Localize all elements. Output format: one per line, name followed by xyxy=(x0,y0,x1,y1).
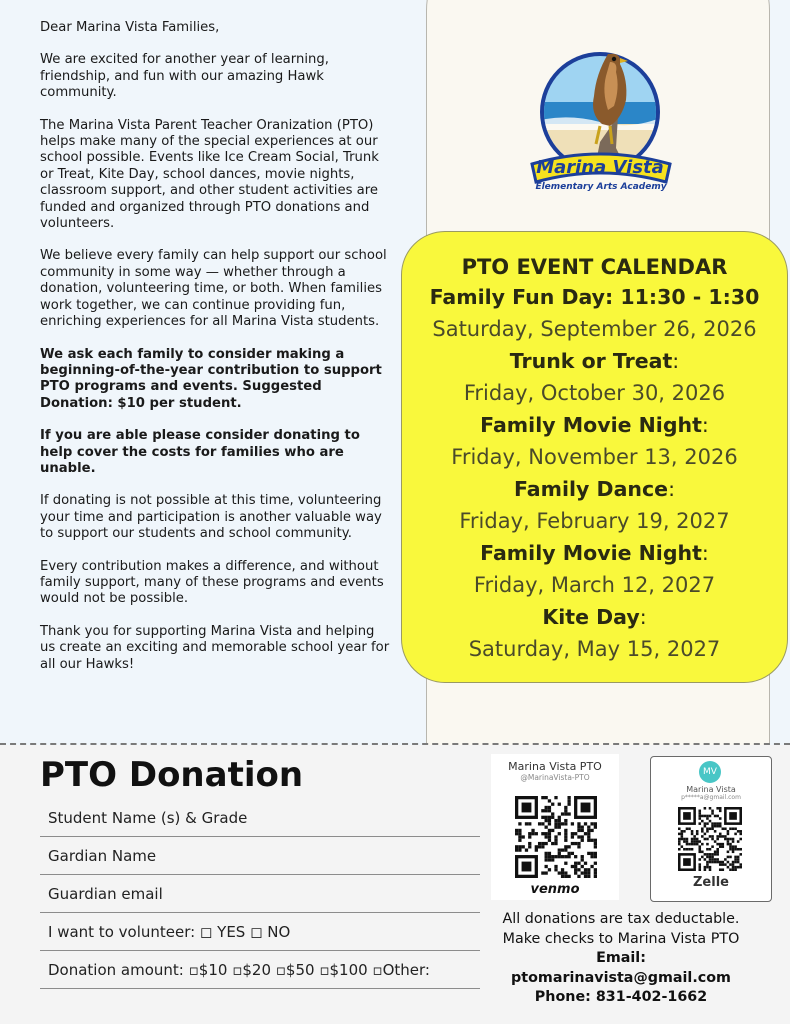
tax-note: All donations are tax deductable. xyxy=(502,911,740,927)
letter-paragraph: We are excited for another year of learning, friendship, and fun with our amazing Hawk community. xyxy=(40,52,329,101)
letter-greeting: Dear Marina Vista Families, xyxy=(40,20,220,35)
letter-closing: Thank you for supporting Marina Vista and helping us create an exciting and memorable school year for all our Hawks! xyxy=(40,623,390,672)
event-date: Saturday, May 15, 2027 xyxy=(468,637,721,661)
event-date: Friday, March 12, 2027 xyxy=(473,573,716,597)
event-name: Family Dance: xyxy=(514,477,675,501)
calendar-title: PTO EVENT CALENDAR xyxy=(461,255,728,279)
calendar-event xyxy=(402,538,787,602)
event-name: Family Movie Night: xyxy=(480,541,709,565)
zelle-card[interactable] xyxy=(650,756,772,902)
email-contact[interactable]: Email: ptomarinavista@gmail.com xyxy=(511,950,731,986)
event-date: Saturday, September 26, 2026 xyxy=(432,317,757,341)
guardian-email-field[interactable]: Guardian email xyxy=(40,876,480,913)
event-name: Family Fun Day: 11:30 - 1:30 xyxy=(429,285,760,309)
guardian-name-field[interactable]: Gardian Name xyxy=(40,838,480,875)
venmo-card[interactable] xyxy=(491,754,619,900)
student-name-field[interactable]: Student Name (s) & Grade xyxy=(40,800,480,837)
calendar-event xyxy=(402,282,787,346)
event-calendar xyxy=(401,231,788,683)
help-others-note: If you are able please consider donating to help cover the costs for families who are unable. xyxy=(40,428,360,476)
donation-request: We ask each family to consider making a beginning-of-the-year contribution to support PTO programs and events. Suggested Donation: $10 per student. xyxy=(40,346,382,411)
calendar-event xyxy=(402,410,787,474)
zelle-logo: Zelle xyxy=(693,875,729,890)
phone-contact: Phone: 831-402-1662 xyxy=(534,989,708,1005)
venmo-qr-code-icon[interactable] xyxy=(515,796,597,878)
venmo-handle: @MarinaVista-PTO xyxy=(520,773,590,782)
letter-paragraph: The Marina Vista Parent Teacher Oranization (PTO) helps make many of the special experiences at our school possible. Events like Ice Cream Social, Trunk or Treat, Kite Day, school dances, movie nights, classroom support, and other student activities are funded and organized through PTO donations and volunteers. xyxy=(40,117,379,232)
event-name: Kite Day: xyxy=(542,605,647,629)
event-date: Friday, February 19, 2027 xyxy=(459,509,730,533)
checks-note: Make checks to Marina Vista PTO xyxy=(502,930,740,947)
event-date: Friday, October 30, 2026 xyxy=(463,381,726,405)
donation-amount-row[interactable]: Donation amount: ▫$10 ▫$20 ▫$50 ▫$100 ▫Other: xyxy=(40,952,480,989)
venmo-name: Marina Vista PTO xyxy=(508,760,602,773)
calendar-event xyxy=(402,602,787,666)
zelle-email: p*****a@gmail.com xyxy=(681,794,741,801)
event-name: Family Movie Night: xyxy=(480,413,709,437)
venmo-logo: venmo xyxy=(530,882,580,897)
contact-info xyxy=(488,910,754,1008)
zelle-qr-code-icon[interactable] xyxy=(678,807,742,871)
letter-paragraph: We believe every family can help support our school community in some way — whether through a donation, volunteering time, or both. When families work together, we can continue providing fun, enriching experiences for all Marina Vista students. xyxy=(40,248,387,330)
hawk-logo-icon xyxy=(510,40,690,200)
svg-text:Elementary Arts Academy: Elementary Arts Academy xyxy=(535,182,667,192)
letter-body xyxy=(40,20,392,689)
zelle-name: Marina Vista xyxy=(686,785,736,794)
calendar-event xyxy=(402,474,787,538)
letter-paragraph: Every contribution makes a difference, and without family support, many of these programs and events would not be possible. xyxy=(40,558,384,607)
calendar-event xyxy=(402,346,787,410)
event-date: Friday, November 13, 2026 xyxy=(451,445,738,469)
avatar: MV xyxy=(699,761,721,783)
svg-text:Marina Vista: Marina Vista xyxy=(536,157,664,178)
volunteer-checkbox-row[interactable]: I want to volunteer: ◻ YES ◻ NO xyxy=(40,914,480,951)
donation-title: PTO Donation xyxy=(40,755,304,795)
letter-paragraph: If donating is not possible at this time, volunteering your time and participation is another valuable way to support our students and school community. xyxy=(40,493,382,542)
event-name: Trunk or Treat: xyxy=(509,349,680,373)
